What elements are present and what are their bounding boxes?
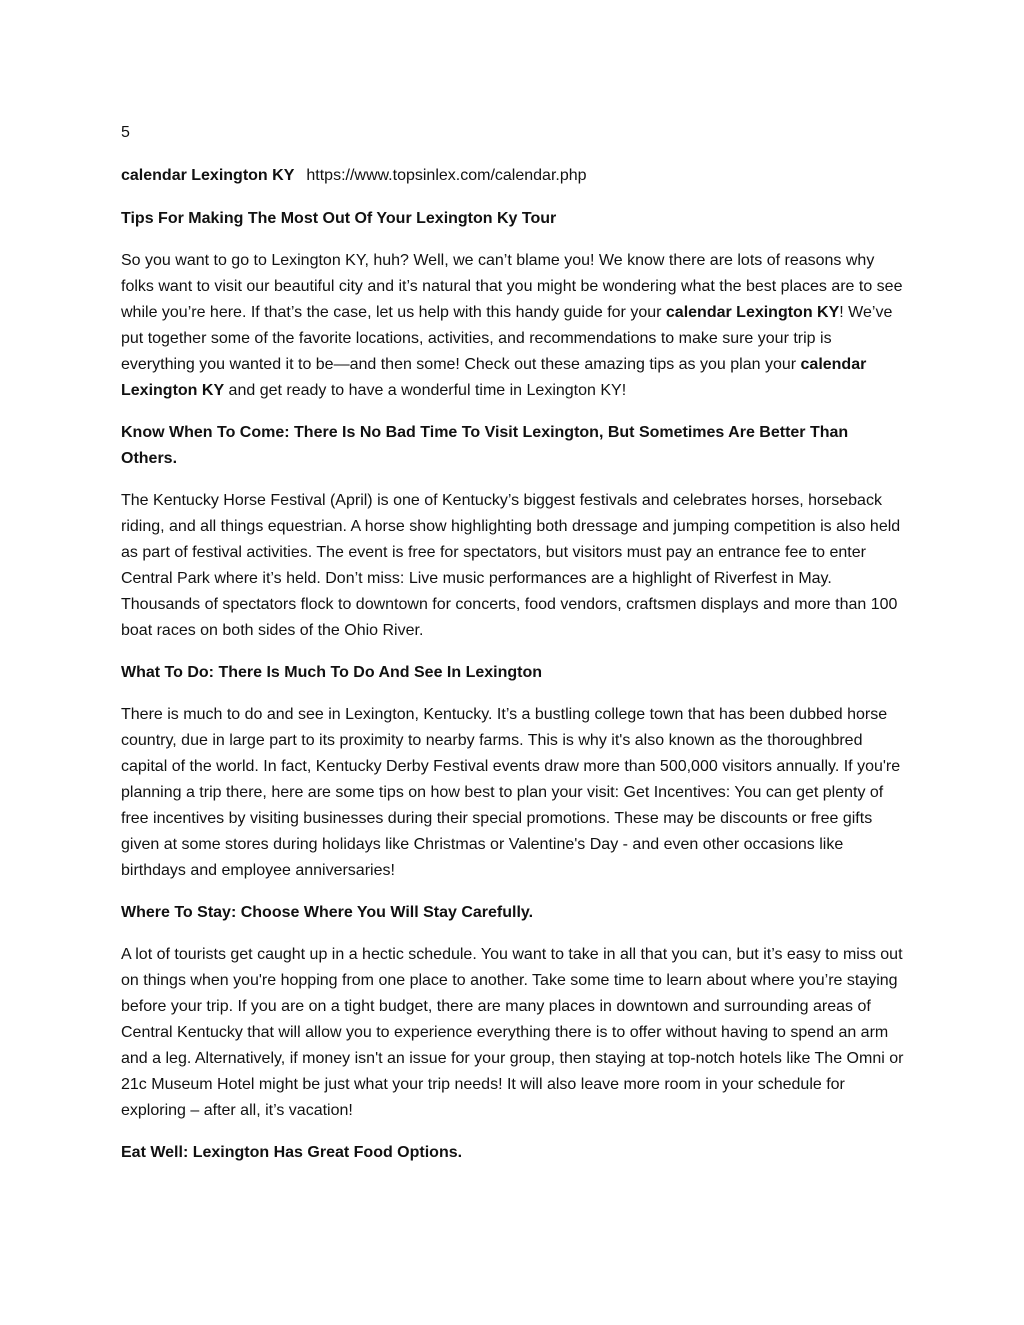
document-page [121, 120, 907, 1182]
intro-text-3: and get ready to have a wonderful time in Lexington KY! [224, 382, 627, 399]
source-line [121, 163, 907, 189]
section-heading-when: Know When To Come: There Is No Bad Time To Visit Lexington, But Sometimes Are Better Than Others. [121, 424, 849, 467]
section-body-what: There is much to do and see in Lexington, Kentucky. It’s a bustling college town that has been dubbed horse country, due in large part to its proximity to nearby farms. This is why it's also known as the thoroughbred capital of the world. In fact, Kentucky Derby Festival events draw more than 500,000 visitors annually. If you're planning a trip there, here are some tips on how best to plan your visit: Get Incentives: You can get plenty of free incentives by visiting businesses during their special promotions. These may be discounts or free gifts given at some stores during holidays like Christmas or Valentine's Day - and even other occasions like birthdays and employee anniversaries! [121, 706, 901, 879]
intro-keyword-2: calendar Lexington KY [121, 356, 867, 399]
section-body-when: The Kentucky Horse Festival (April) is one of Kentucky’s biggest festivals and celebrates horses, horseback riding, and all things equestrian. A horse show highlighting both dressage and jumping competition is also held as part of festival activities. The event is free for spectators, but visitors must pay an entrance fee to enter Central Park where it’s held. Don’t miss: Live music performances are a highlight of Riverfest in May. Thousands of spectators flock to downtown for concerts, food vendors, craftsmen displays and more than 100 boat races on both sides of the Ohio River. [121, 492, 901, 639]
document-title: Tips For Making The Most Out Of Your Lexington Ky Tour [121, 210, 557, 227]
intro-text-1: So you want to go to Lexington KY, huh? Well, we can’t blame you! We know there are lots of reasons why folks want to visit our beautiful city and it’s natural that you might be wondering what the best places are to see while you’re here. If that’s the case, let us help with this handy guide for your [121, 252, 903, 321]
section-heading-eat: Eat Well: Lexington Has Great Food Options. [121, 1144, 463, 1161]
intro-text-2: ! We’ve put together some of the favorite locations, activities, and recommendations to make sure your trip is everything you wanted it to be—and then some! Check out these amazing tips as you plan your [121, 304, 893, 373]
intro-keyword-1: calendar Lexington KY [665, 304, 840, 321]
section-body-stay: A lot of tourists get caught up in a hectic schedule. You want to take in all that you can, but it’s easy to miss out on things when you're hopping from one place to another. Take some time to learn about where you’re staying before your trip. If you are on a tight budget, there are many places in downtown and surrounding areas of Central Kentucky that will allow you to experience everything there is to offer without having to spend an arm and a leg. Alternatively, if money isn't an issue for your group, then staying at top-notch hotels like The Omni or 21c Museum Hotel might be just what your trip needs! It will also leave more room in your schedule for exploring – after all, it’s vacation! [121, 946, 904, 1119]
source-url: https://www.topsinlex.com/calendar.php [306, 167, 587, 184]
section-heading-stay: Where To Stay: Choose Where You Will Stay Carefully. [121, 904, 534, 921]
intro-paragraph [121, 248, 907, 404]
source-keyword: calendar Lexington KY [121, 167, 295, 184]
page-number: 5 [121, 124, 130, 141]
section-heading-what: What To Do: There Is Much To Do And See In Lexington [121, 664, 543, 681]
